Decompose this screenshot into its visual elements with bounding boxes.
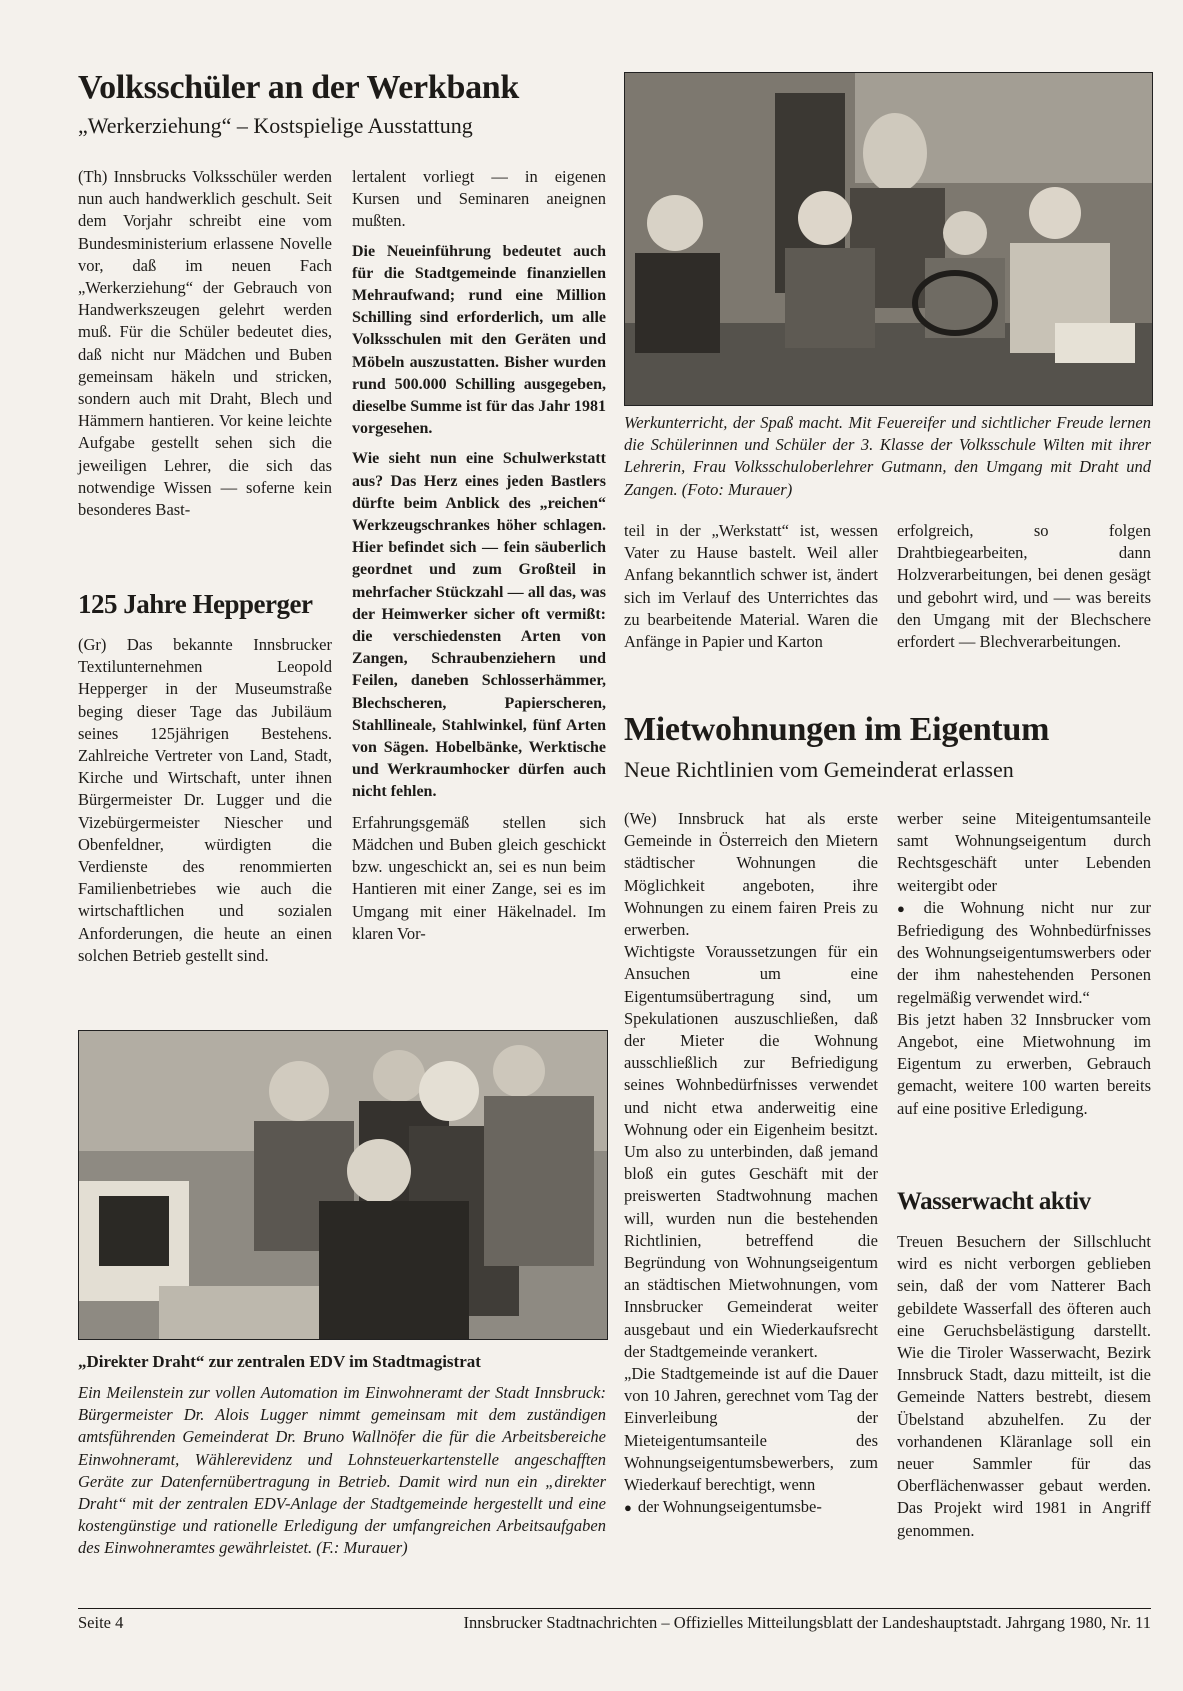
article3-col1-p3: „Die Stadtgemeinde ist auf die Dauer von 10 Jahren, gerechnet vom Tag der Einverleibung der Mieteigentumsanteile des Wohnungseigentumsbewerbers, zum Wiederkauf berechtigt, wenn (624, 1364, 878, 1495)
edv-photo-image (79, 1031, 607, 1339)
footer-publication: Innsbrucker Stadtnachrichten – Offizielles Mitteilungsblatt der Landeshauptstadt. Jahrgang 1980, Nr. 11 (463, 1613, 1151, 1632)
footer-rule (78, 1608, 1151, 1609)
article3-col2-p2: Bis jetzt haben 32 Innsbrucker vom Angebot, eine Mietwohnung im Eigentum zu erwerben, Gebrauch gemacht, weitere 100 warten bereits auf eine positive Erledigung. (897, 1009, 1151, 1118)
article4-headline: Wasserwacht aktiv (897, 1188, 1091, 1215)
article3-column-1 (624, 808, 878, 1520)
article3-col1-bullet: ● der Wohnungseigentumsbe- (624, 1496, 878, 1519)
edv-title: „Direkter Draht“ zur zentralen EDV im Stadtmagistrat (78, 1352, 481, 1371)
article3-col1-p2: Wichtigste Voraussetzungen für ein Ansuchen um eine Eigentumsübertragung sind, um Spekulationen auszuschließen, daß der Mieter die Wohnung ausschließlich zur Befriedigung seines Wohnbedürfnisses verwendet und nicht etwa anderweitig eine Wohnung oder ein Eigenheim besitzt. Um also zu unterbinden, daß jemand bloß ein gutes Geschäft mit der preiswerten Stadtwohnung machen will, wurden nun die bestehenden Richtlinien, betreffend die Begründung von Wohnungseigentum an städtischen Mietwohnungen, vom Innsbrucker Gemeinderat weiter ausgebaut und ein Wiederkaufsrecht der Stadtgemeinde verankert. (624, 942, 878, 1361)
article2-body: (Gr) Das bekannte Innsbrucker Textilunternehmen Leopold Hepperger in der Museumstraße beging dieser Tage das Jubiläum seines 125jährigen Bestehens. Zahlreiche Vertreter von Land, Stadt, Kirche und Wirtschaft, unter ihnen Bürgermeister Dr. Lugger und die Vizebürgermeister Niescher und Obenfeldner, würdigten die Verdienste des renommierten Familienbetriebes wie auch die wirtschaftlichen und sozialen Anforderungen, die heute an einen solchen Betrieb gestellt sind. (78, 635, 332, 965)
article3-col1-p1: (We) Innsbruck hat als erste Gemeinde in Österreich den Mietern städtischer Wohnungen die Möglichkeit angeboten, ihre Wohnungen zu einem fairen Preis zu erwerben. (624, 809, 878, 940)
article1-subheadline: „Werkerziehung“ – Kostspielige Ausstattung (78, 113, 473, 138)
article3-col2-p1: werber seine Miteigentumsanteile samt Wohnungseigentum durch Rechtsgeschäft unter Lebenden weitergibt oder (897, 809, 1151, 895)
article3-subheadline: Neue Richtlinien vom Gemeinderat erlassen (624, 757, 1014, 782)
article3-column-2 (897, 808, 1151, 1120)
edv-photo (78, 1030, 608, 1340)
article4-body: Treuen Besuchern der Sillschlucht wird es nicht verborgen geblieben sein, daß der vom Natterer Bach gebildete Wasserfall des öfteren auch eine Geruchsbelästigung darstellt. Wie die Tiroler Wasserwacht, Bezirk Innsbruck Stadt, dazu mitteilt, ist die Gemeinde Natters bestrebt, diesem Übelstand abzuhelfen. Zu der vorhandenen Kläranlage soll ein neuer Sammler für das Oberflächenwasser gebaut werden. Das Projekt wird 1981 in Angriff genommen. (897, 1232, 1151, 1540)
workshop-photo-caption: Werkunterricht, der Spaß macht. Mit Feuereifer und sichtlicher Freude lernen die Schülerinnen und Schüler der 3. Klasse der Volksschule Wilten mit ihrer Lehrerin, Frau Volksschuloberlehrer Gutmann, den Umgang mit Draht und Zangen. (Foto: Murauer) (624, 413, 1151, 499)
article1-column-4: erfolgreich, so folgen Drahtbiegearbeiten, dann Holzverarbeitungen, bei denen gesägt und gebohrt wird, und — was bereits den Umgang mit der Blechschere erfordert — Blechverarbeitungen. (897, 521, 1151, 652)
article2-headline: 125 Jahre Hepperger (78, 589, 313, 619)
article1-column-3: teil in der „Werkstatt“ ist, wessen Vater zu Hause bastelt. Weil aller Anfang bekanntlich schwer ist, ändert sich im Verlauf des Unterrichtes das zu bearbeitende Material. Waren die Anfänge in Papier und Karton (624, 521, 878, 652)
article1-col2-end: Erfahrungsgemäß stellen sich Mädchen und Buben gleich geschickt bzw. ungeschickt an, sei es nun beim Hantieren mit einer Zange, sei es im Umgang mit einer Häkelnadel. Im klaren Vor- (352, 812, 606, 943)
workshop-photo (624, 72, 1153, 406)
article1-column-1: (Th) Innsbrucks Volksschüler werden nun auch handwerklich geschult. Seit dem Vorjahr schreibt eine vom Bundesministerium erlassene Novelle vor, daß im neuen Fach „Werkerziehung“ der Gebrauch von Handwerkszeugen gelehrt werden muß. Für die Schüler bedeutet dies, daß nicht nur Mädchen und Buben gemeinsam häkeln und stricken, sondern auch mit Draht, Blech und Hämmern hantieren. Vor keine leichte Aufgabe gestellt sehen sich die jeweiligen Lehrer, die sich das notwendige Wissen — soferne kein besonderes Bast- (78, 167, 332, 520)
article1-column-2 (352, 166, 606, 945)
article1-col2-bold-1: Die Neueinführung bedeutet auch für die Stadtgemeinde finanziellen Mehraufwand; rund eine Million Schilling sind erforderlich, um alle Volksschulen mit den Geräten und Möbeln auszustatten. Bisher wurden rund 500.000 Schilling ausgegeben, dieselbe Summe ist für das Jahr 1981 vorgesehen. (352, 242, 606, 438)
article1-col2-intro: lertalent vorliegt — in eigenen Kursen und Seminaren aneignen mußten. (352, 167, 606, 231)
article3-col2-bullet: ● die Wohnung nicht nur zur Befriedigung des Wohnbedürfnisses des Wohnungseigentumswerbers oder der ihm nahestehenden Personen regelmäßig verwendet wird.“ (897, 897, 1151, 1009)
workshop-photo-image (625, 73, 1152, 405)
article1-col2-bold-2: Wie sieht nun eine Schulwerkstatt aus? Das Herz eines jeden Bastlers dürfte beim Anblick des „reichen“ Werkzeugschrankes höher schlagen. Hier befindet sich — fein säuberlich geordnet und zum Großteil in mehrfacher Stückzahl — all das, was der Heimwerker sicher oft vermißt: die verschiedensten Arten von Zangen, Schraubenziehern und Feilen, daneben Schlosserhämmer, Blechscheren, Papierscheren, Stahllineale, Stahlwinkel, fünf Arten von Sägen. Hobelbänke, Werktische und Werkraumhocker dürfen auch nicht fehlen. (352, 450, 606, 801)
footer-page-number: Seite 4 (78, 1613, 124, 1632)
edv-caption: Ein Meilenstein zur vollen Automation im Einwohneramt der Stadt Innsbruck: Bürgermeister Dr. Alois Lugger nimmt gemeinsam mit dem zuständigen amtsführenden Gemeinderat Dr. Bruno Wallnöfer die für die Arbeitsbereiche Einwohneramt, Wählerevidenz und Lohnsteuerkartenstelle angeschafften Geräte zur Datenfernübertragung in Betrieb. Damit wird nun ein „direkter Draht“ mit der zentralen EDV-Anlage der Stadtgemeinde hergestellt und eine kostengünstige und rationelle Erledigung der umfangreichen Arbeitsaufgaben des Einwohneramtes gewährleistet. (F.: Murauer) (78, 1383, 606, 1558)
article1-headline: Volksschüler an der Werkbank (78, 69, 519, 106)
article3-headline: Mietwohnungen im Eigentum (624, 711, 1050, 748)
